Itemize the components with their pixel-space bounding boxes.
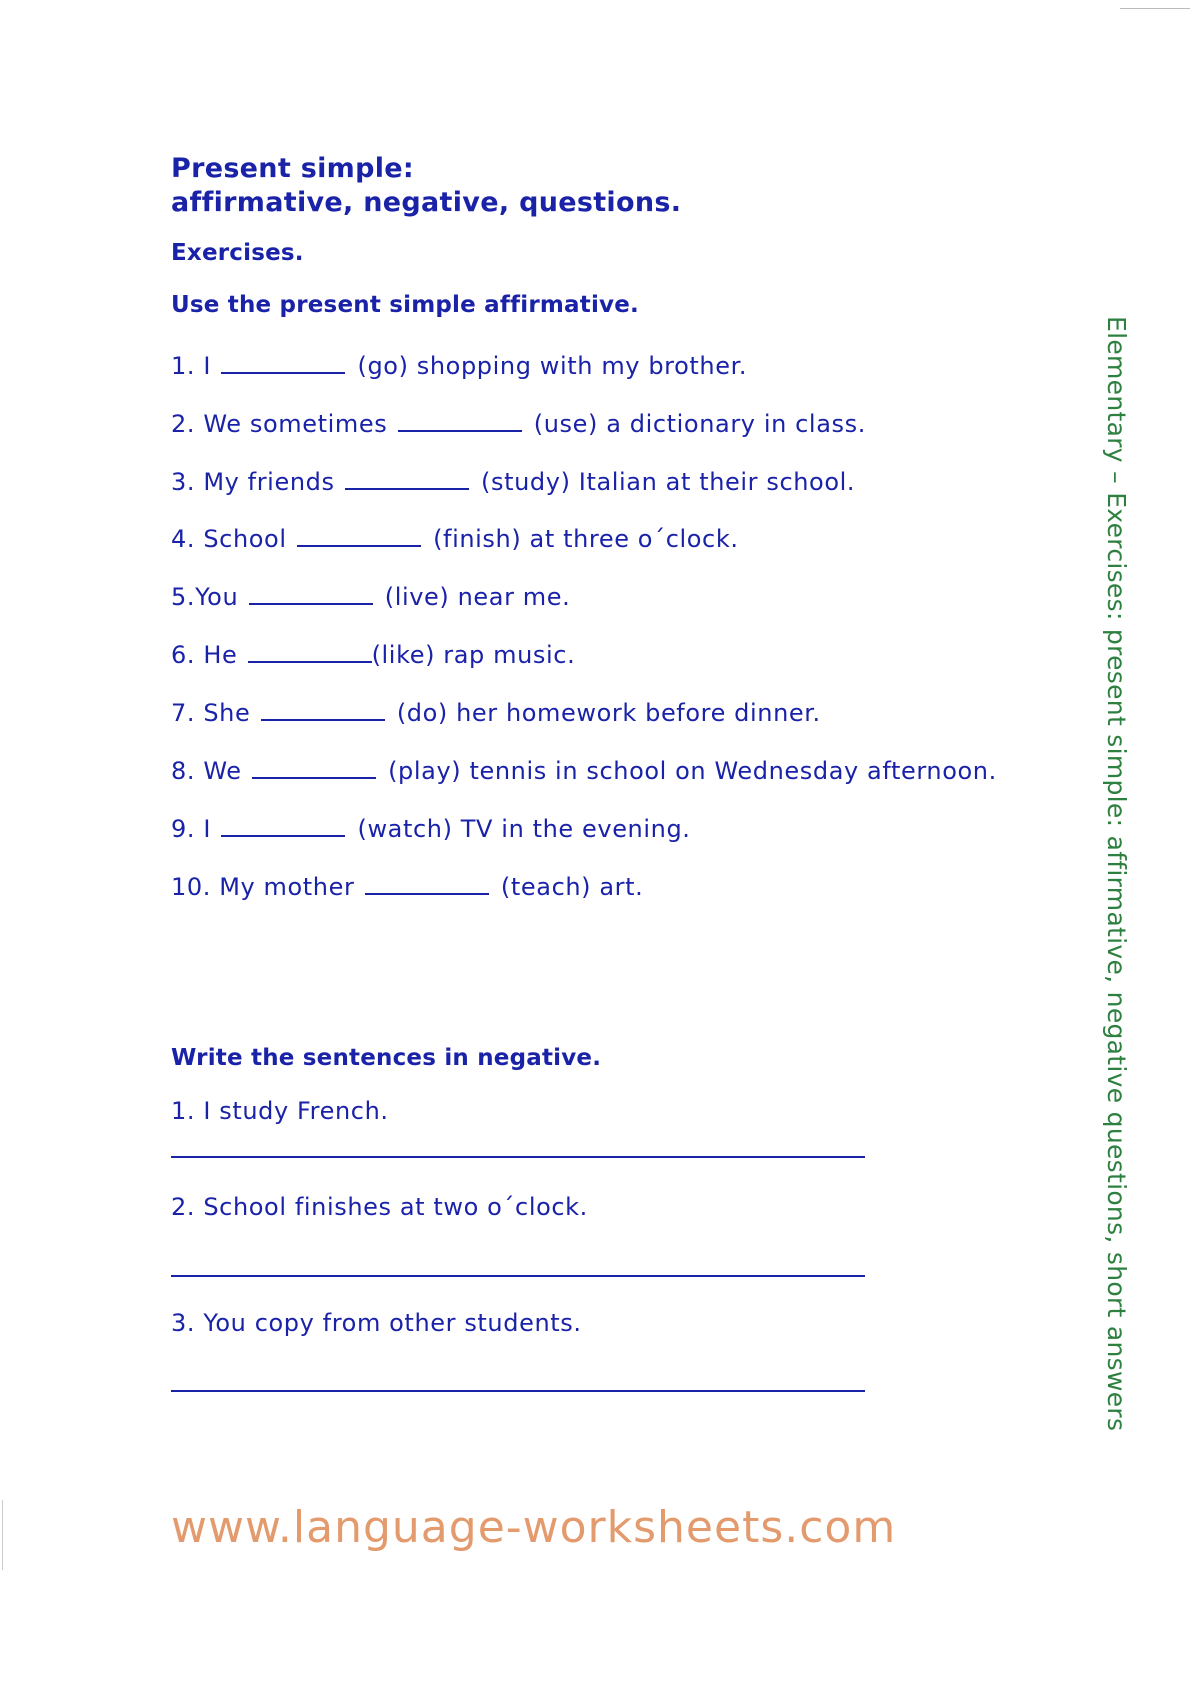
item-prefix: 8. We xyxy=(171,757,242,785)
affirmative-item xyxy=(171,815,691,843)
fill-blank[interactable] xyxy=(248,659,372,663)
item-suffix: (do) her homework before dinner. xyxy=(396,699,821,727)
affirmative-item xyxy=(171,525,739,553)
affirmative-item xyxy=(171,757,997,785)
affirmative-item xyxy=(171,583,570,611)
exercises-label: Exercises. xyxy=(171,240,304,266)
fill-blank[interactable] xyxy=(221,370,345,374)
section2-heading: Write the sentences in negative. xyxy=(171,1045,602,1071)
scan-edge-mark xyxy=(2,1500,3,1570)
item-prefix: 4. School xyxy=(171,525,287,553)
item-prefix: 7. She xyxy=(171,699,251,727)
answer-line[interactable] xyxy=(171,1275,865,1277)
affirmative-item xyxy=(171,468,855,496)
footer-url: www.language-worksheets.com xyxy=(171,1502,897,1553)
item-prefix: 5.You xyxy=(171,583,239,611)
page-title xyxy=(171,152,681,220)
fill-blank[interactable] xyxy=(398,428,522,432)
item-prefix: 3. My friends xyxy=(171,468,335,496)
item-suffix: (play) tennis in school on Wednesday afternoon. xyxy=(388,757,997,785)
affirmative-item xyxy=(171,699,821,727)
affirmative-item xyxy=(171,410,866,438)
answer-line[interactable] xyxy=(171,1390,865,1392)
fill-blank[interactable] xyxy=(345,486,469,490)
fill-blank[interactable] xyxy=(249,601,373,605)
item-suffix: (use) a dictionary in class. xyxy=(533,410,866,438)
item-prefix: 6. He xyxy=(171,641,238,669)
title-line-2: affirmative, negative, questions. xyxy=(171,187,682,218)
item-suffix: (teach) art. xyxy=(500,873,644,901)
item-prefix: 1. I xyxy=(171,352,212,380)
affirmative-item xyxy=(171,641,575,669)
affirmative-item xyxy=(171,352,747,380)
item-prefix: 10. My mother xyxy=(171,873,355,901)
side-caption: Elementary – Exercises: present simple: affirmative, negative questions, short answers xyxy=(1102,316,1131,1432)
negative-item: 3. You copy from other students. xyxy=(171,1309,582,1337)
fill-blank[interactable] xyxy=(261,717,385,721)
item-prefix: 9. I xyxy=(171,815,212,843)
item-suffix: (study) Italian at their school. xyxy=(481,468,856,496)
section1-heading: Use the present simple affirmative. xyxy=(171,292,639,318)
fill-blank[interactable] xyxy=(365,891,489,895)
item-suffix: (like) rap music. xyxy=(371,641,576,669)
title-line-1: Present simple: xyxy=(171,153,414,184)
item-suffix: (live) near me. xyxy=(384,583,571,611)
answer-line[interactable] xyxy=(171,1156,865,1158)
fill-blank[interactable] xyxy=(252,775,376,779)
item-prefix: 2. We sometimes xyxy=(171,410,388,438)
item-suffix: (go) shopping with my brother. xyxy=(357,352,748,380)
item-suffix: (finish) at three o´clock. xyxy=(433,525,739,553)
item-suffix: (watch) TV in the evening. xyxy=(357,815,691,843)
corner-rule xyxy=(1120,8,1190,9)
negative-item: 1. I study French. xyxy=(171,1097,389,1125)
negative-item: 2. School finishes at two o´clock. xyxy=(171,1193,588,1221)
affirmative-item xyxy=(171,873,643,901)
fill-blank[interactable] xyxy=(221,833,345,837)
fill-blank[interactable] xyxy=(297,543,421,547)
